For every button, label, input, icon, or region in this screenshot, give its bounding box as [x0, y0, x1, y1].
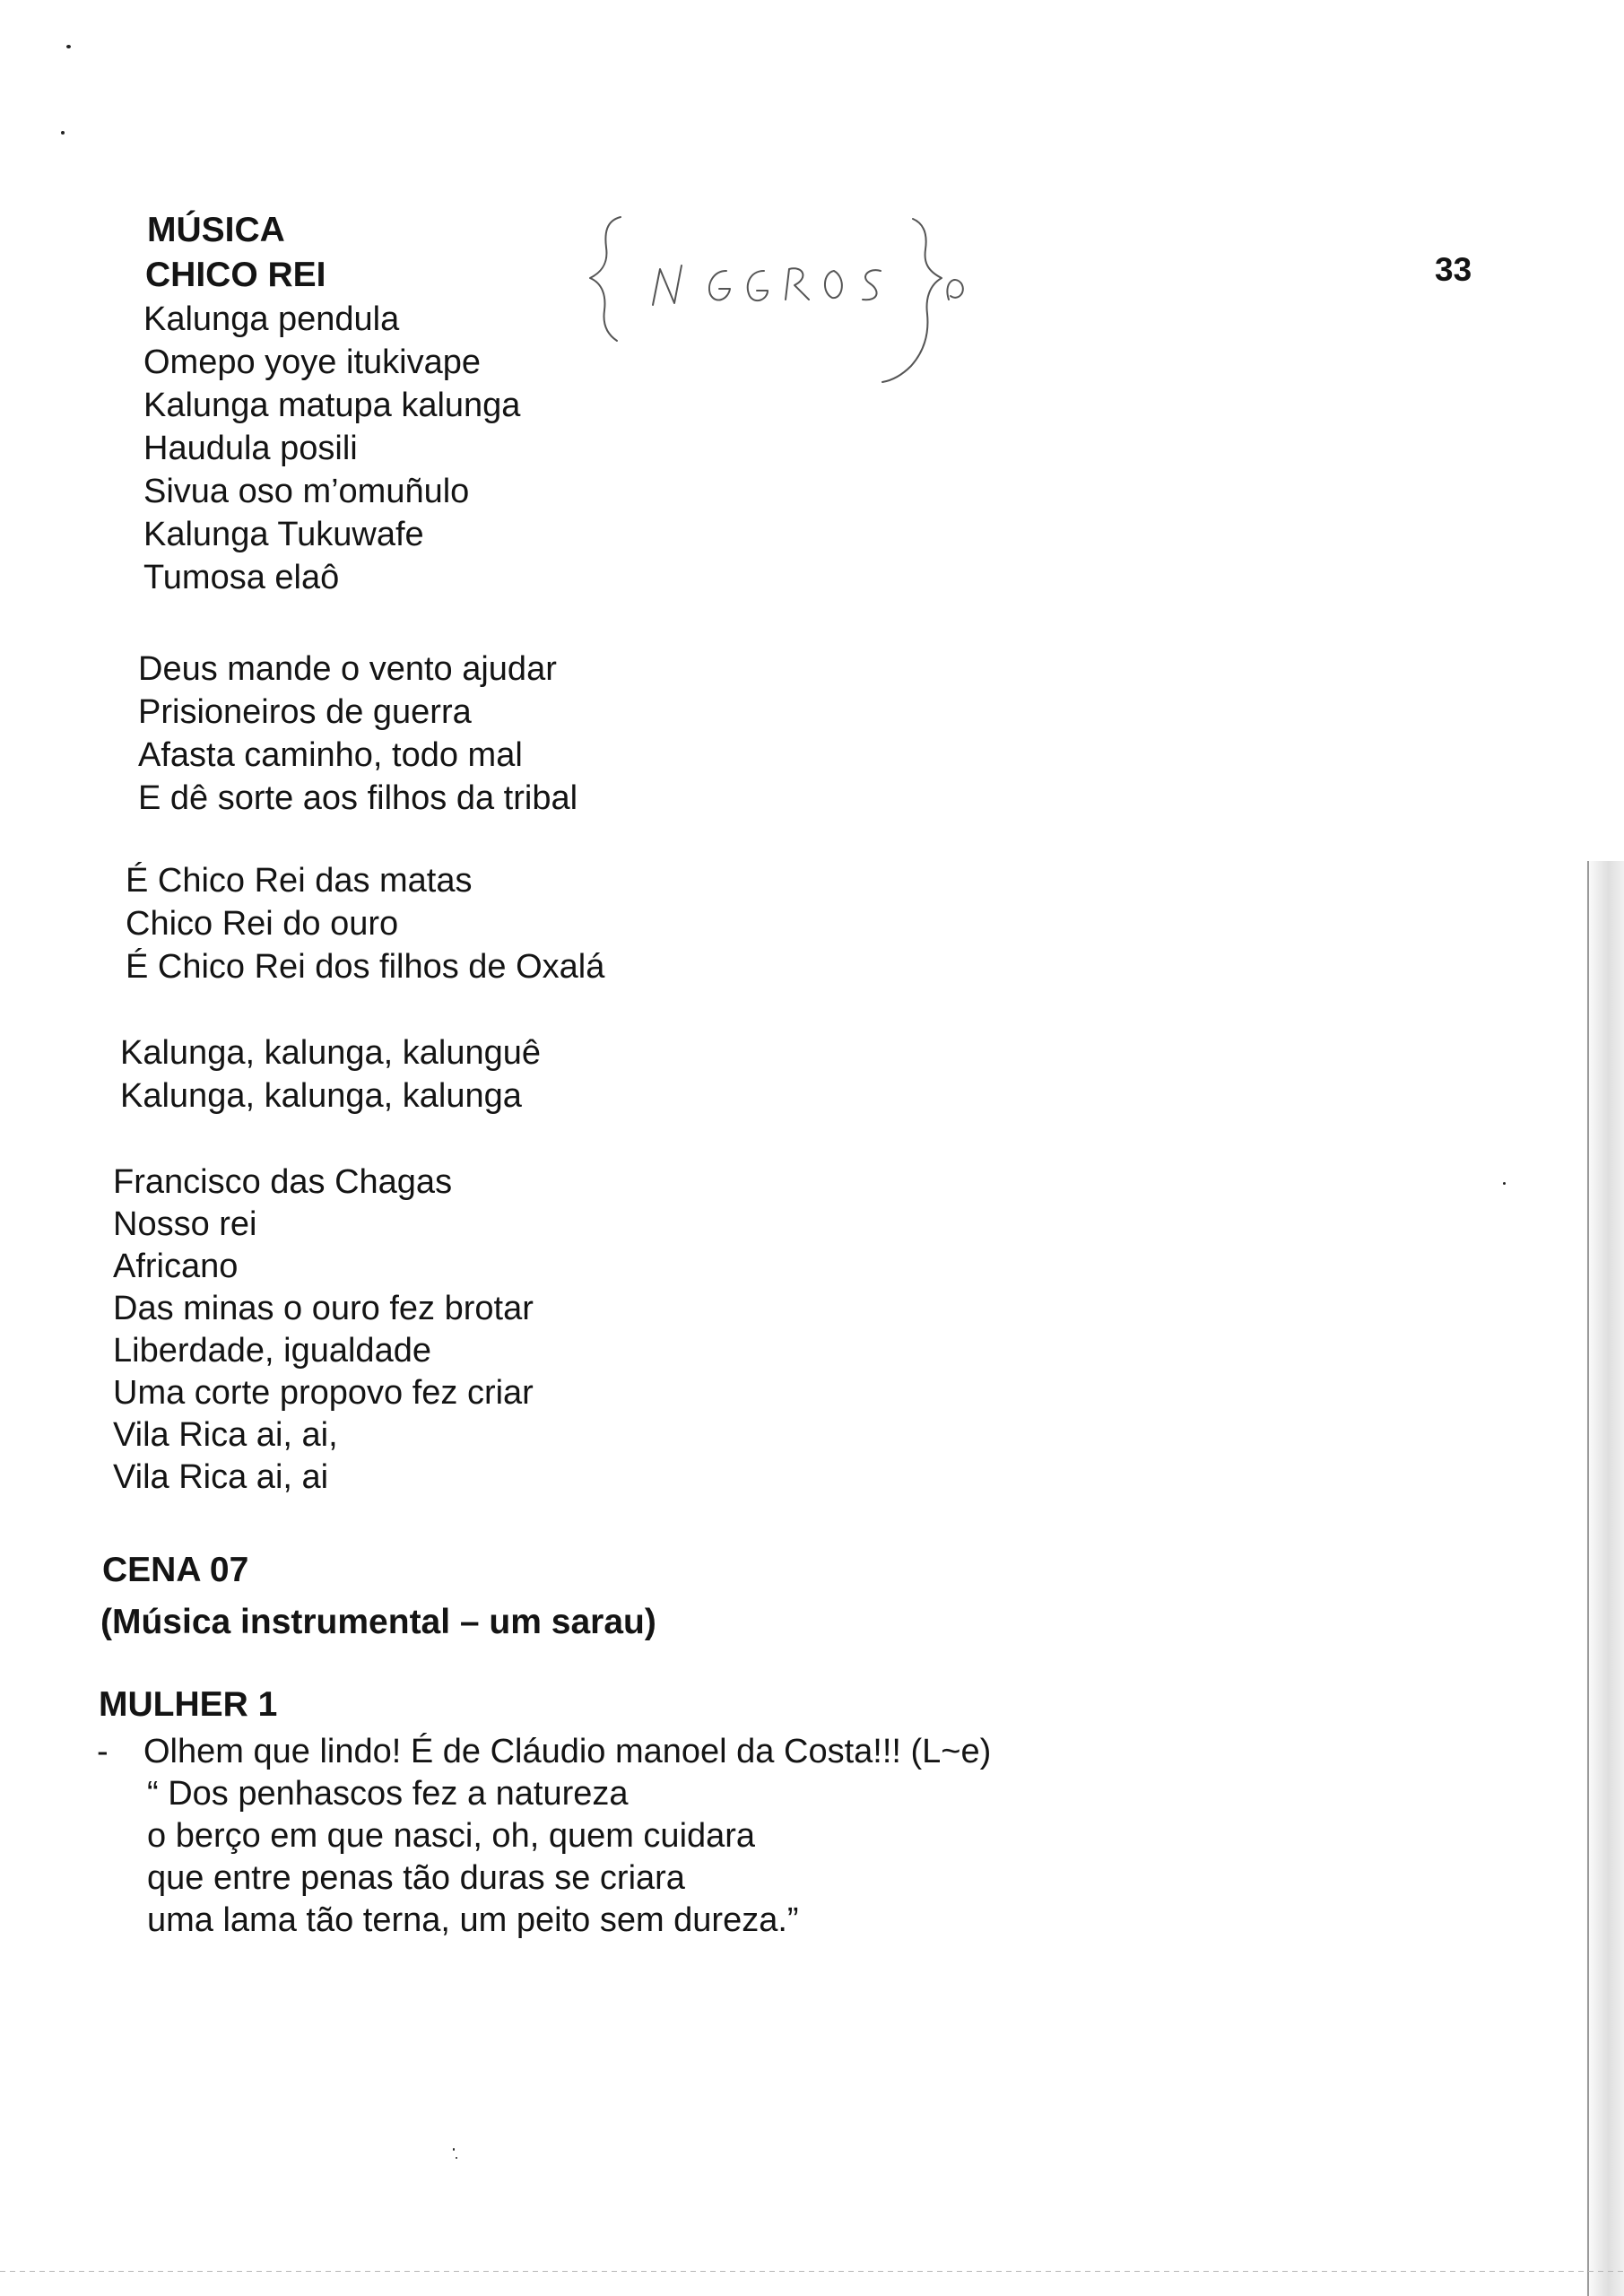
verse-line: Afasta caminho, todo mal — [138, 736, 523, 774]
verse-line: Liberdade, igualdade — [113, 1332, 431, 1370]
song-title: CHICO REI — [145, 256, 326, 294]
verse-line: Francisco das Chagas — [113, 1163, 453, 1201]
verse-line: Kalunga Tukuwafe — [143, 516, 424, 553]
dialogue-line: o berço em que nasci, oh, quem cuidara — [147, 1817, 756, 1855]
verse-line: Kalunga, kalunga, kalunga — [120, 1077, 522, 1115]
verse-line: Kalunga matupa kalunga — [143, 387, 521, 424]
scene-title: CENA 07 — [102, 1551, 249, 1589]
verse-line: É Chico Rei dos filhos de Oxalá — [126, 948, 605, 986]
scan-bottom-dotted-line — [0, 2271, 1624, 2272]
verse-line: Tumosa elaô — [143, 559, 340, 596]
scan-shadow-edge — [1585, 861, 1624, 2296]
verse-line: Omepo yoye itukivape — [143, 344, 481, 381]
verse-line: Chico Rei do ouro — [126, 905, 399, 943]
verse-line: Sivua oso m’omuñulo — [143, 473, 470, 510]
dialogue-line: que entre penas tão duras se criara — [147, 1859, 685, 1897]
verse-line: Prisioneiros de guerra — [138, 693, 472, 731]
verse-line: Africano — [113, 1248, 239, 1285]
verse-line: Uma corte propovo fez criar — [113, 1374, 534, 1412]
verse-line: Kalunga pendula — [143, 300, 400, 338]
scan-speck — [1503, 1182, 1506, 1185]
scan-edge-line — [1587, 861, 1589, 2296]
dialogue-line: “ Dos penhascos fez a natureza — [147, 1775, 629, 1813]
verse-line: Vila Rica ai, ai — [113, 1458, 329, 1496]
verse-line: E dê sorte aos filhos da tribal — [138, 779, 578, 817]
verse-line: Kalunga, kalunga, kalunguê — [120, 1034, 542, 1072]
verse-line: Vila Rica ai, ai, — [113, 1416, 338, 1454]
stanza — [113, 1161, 534, 1499]
song-label: MÚSICA — [147, 211, 285, 249]
scene-subtitle: (Música instrumental – um sarau) — [100, 1603, 656, 1641]
handwritten-annotation — [574, 206, 1022, 439]
dialogue-lines — [143, 1731, 991, 1942]
verse-line: Haudula posili — [143, 430, 358, 467]
speaker-name: MULHER 1 — [99, 1685, 278, 1724]
verse-line: Nosso rei — [113, 1205, 257, 1243]
verse-line: É Chico Rei das matas — [126, 862, 473, 900]
verse-line: Deus mande o vento ajudar — [138, 650, 557, 688]
stanza — [126, 859, 604, 988]
stanza — [143, 298, 520, 599]
page-number: 33 — [1435, 251, 1472, 288]
stanza — [120, 1031, 541, 1118]
scan-speck — [456, 2157, 457, 2159]
verse-line: Das minas o ouro fez brotar — [113, 1290, 534, 1327]
dialogue-line: Olhem que lindo! É de Cláudio manoel da Costa!!! (L~e) — [143, 1733, 992, 1770]
scan-speck — [453, 2148, 455, 2151]
scan-speck — [61, 131, 65, 135]
dialogue-line: uma lama tão terna, um peito sem dureza.” — [147, 1901, 799, 1939]
stanza — [138, 648, 578, 820]
dialogue-dash: - — [97, 1733, 109, 1770]
scan-speck — [66, 45, 71, 48]
